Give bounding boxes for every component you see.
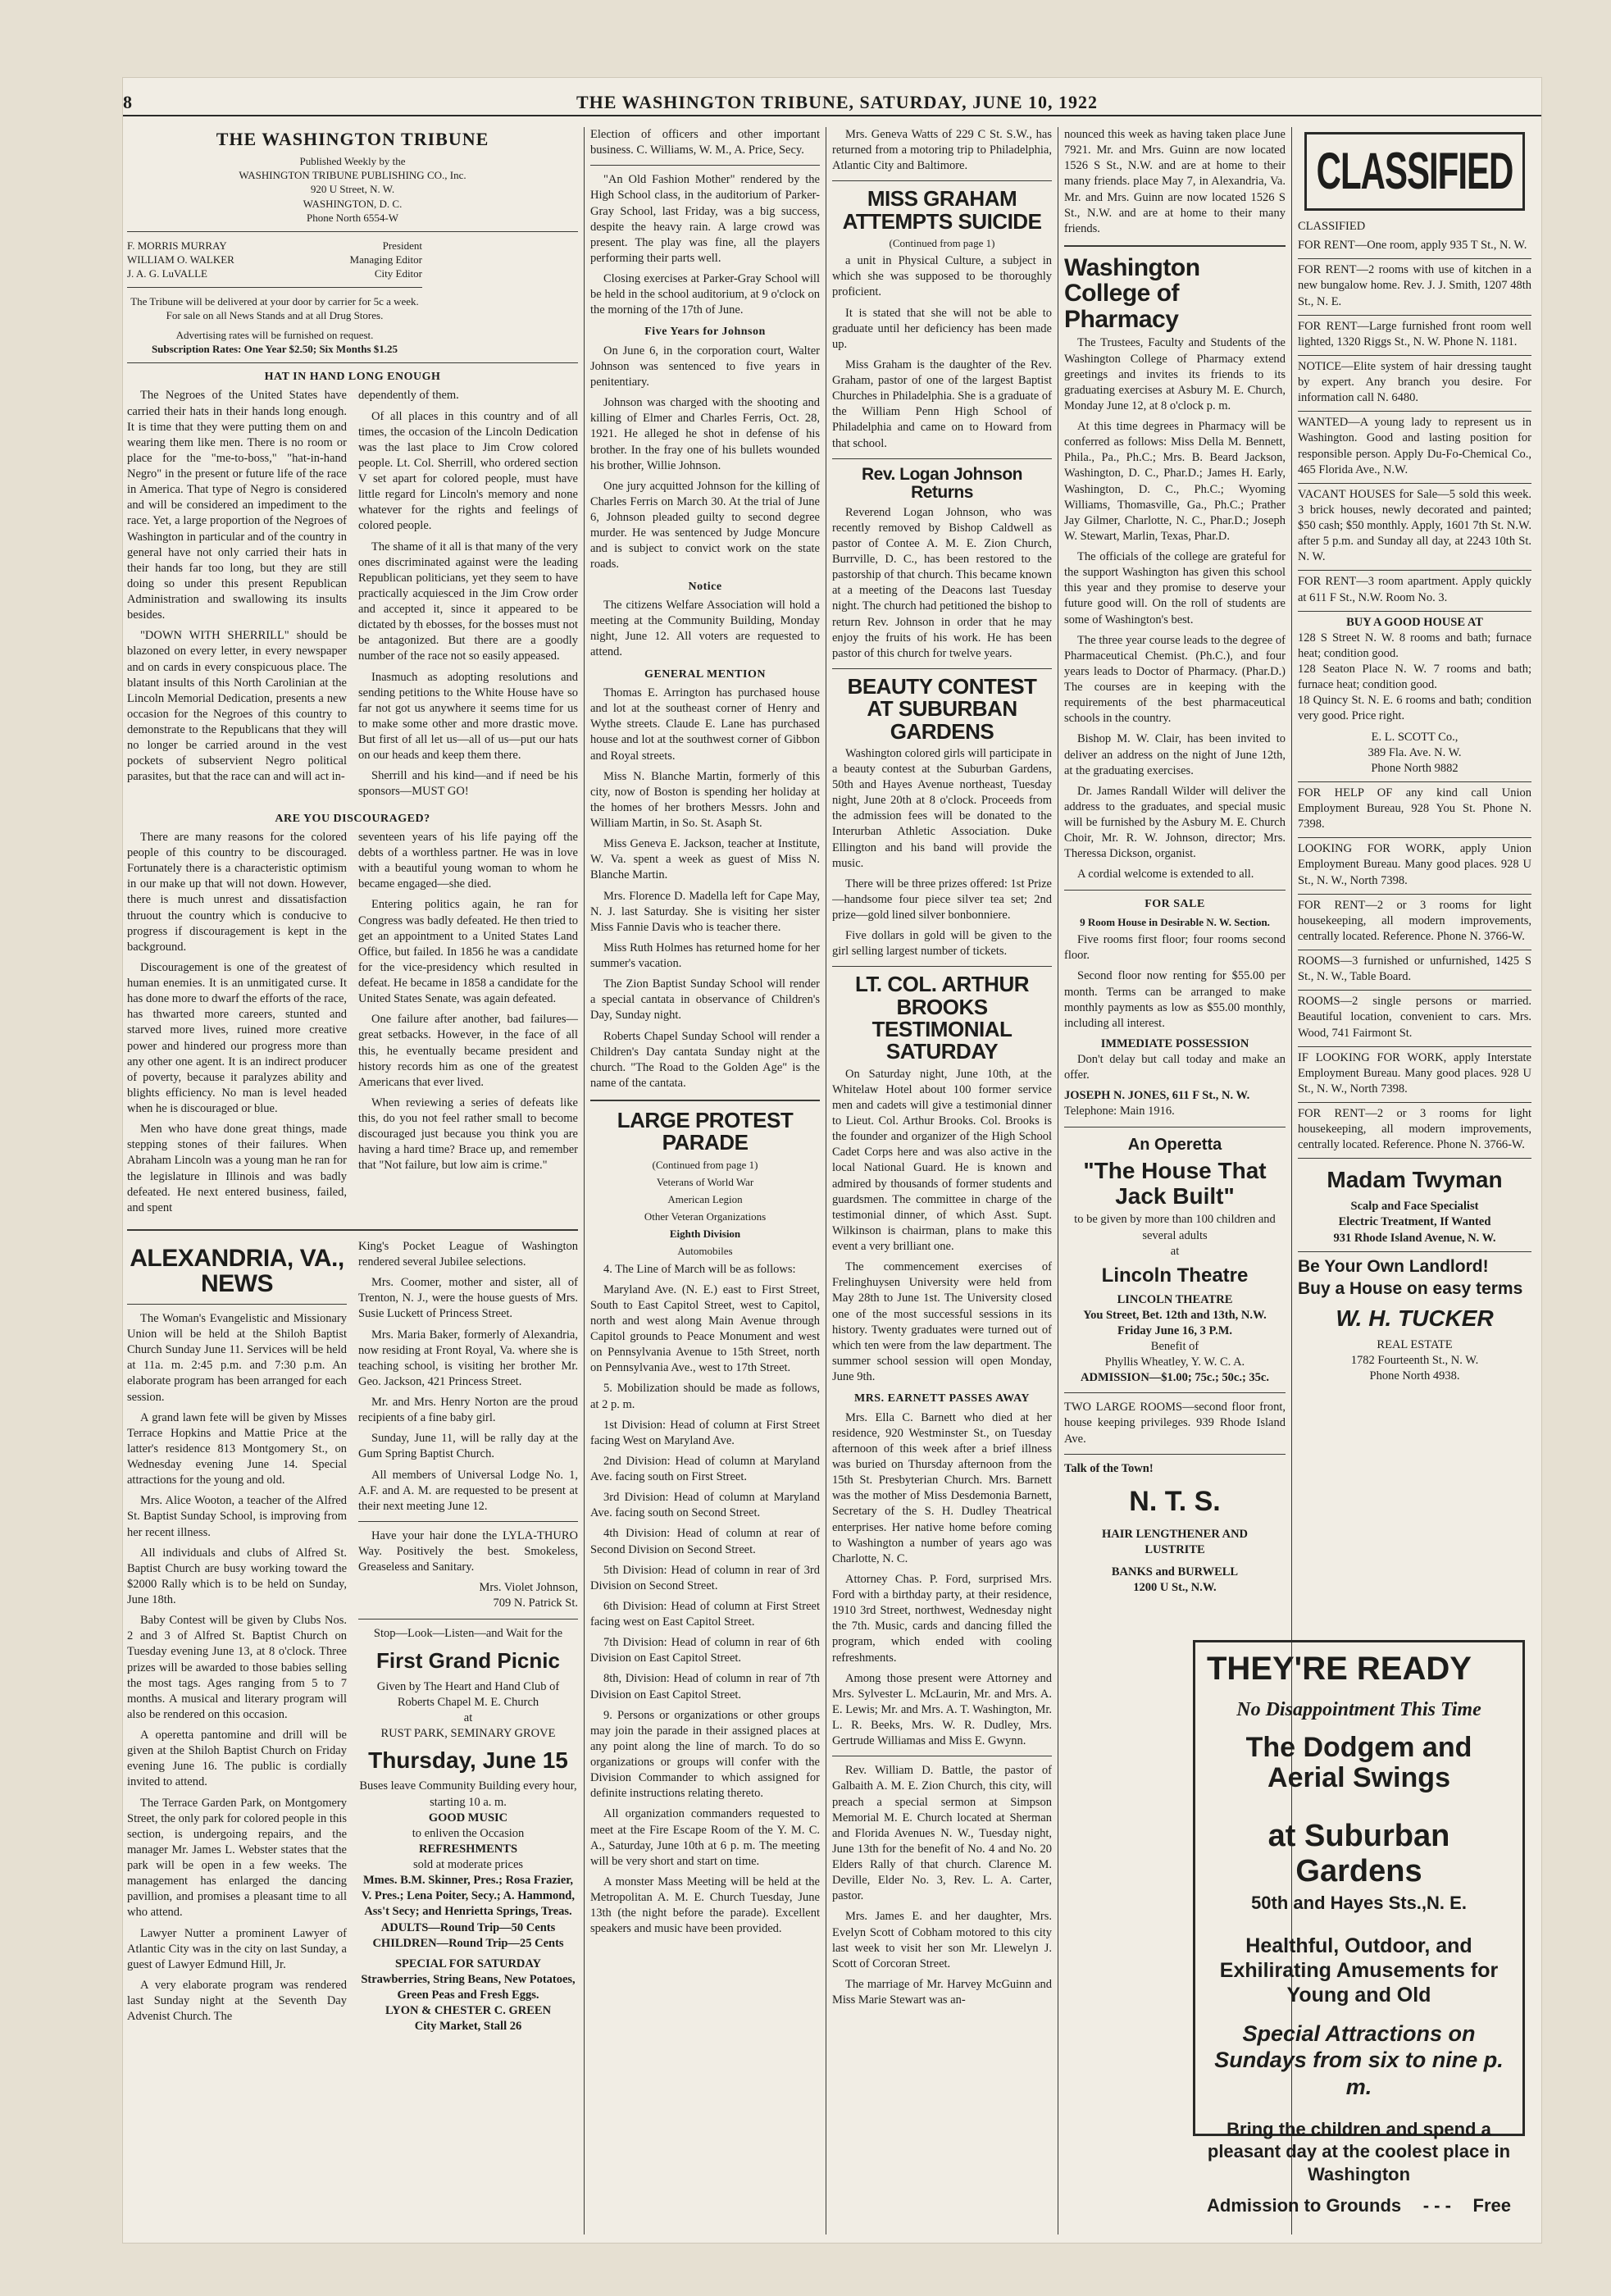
alexandria-left — [127, 1239, 347, 2035]
brooks-title: LT. COL. ARTHUR BROOKS TESTIMONIAL SATURDAY — [854, 972, 1030, 1064]
johnson-para: One jury acquitted Johnson for the killing of Charles Ferris on March 30. At the trial of June 6, Johnson pleaded guilty to second degree murder. He was sentenced by Judge Moncure and is subject to convict work on the state roads. — [590, 479, 820, 572]
divider — [832, 180, 1052, 181]
divider — [590, 165, 820, 166]
editorial-block — [127, 127, 578, 2234]
hat-title: HAT IN HAND LONG ENOUGH — [264, 370, 441, 383]
operetta-ad — [1064, 1134, 1286, 1387]
forsale-phone: Telephone: Main 1916. — [1064, 1105, 1175, 1118]
twyman-line: 931 Rhode Island Avenue, N. W. — [1333, 1231, 1496, 1245]
discouraged-para: Entering politics again, he ran for Congress was badly defeated. He then tried to get an appointment to a United States Land Office, but failed. In 1856 he was a candidate for the vice-presidency which resulted in defeat. He became in 1858 a candidate for the United States Senate, was again defeated. — [358, 898, 578, 1006]
classified-item — [1298, 356, 1531, 412]
alexandria-para: King's Pocket League of Washington rendered several Jubilee selections. — [358, 1239, 578, 1269]
nts-line: BANKS and BURWELL — [1111, 1565, 1239, 1578]
general-para: Roberts Chapel Sunday School will render a Children's Day cantata Sunday night at the church. "The Road to the Golden Age" is the name of the cantata. — [590, 1029, 820, 1090]
operetta-line: ADMISSION—$1.00; 75c.; 50c.; 35c. — [1081, 1371, 1269, 1385]
parade-para: A monster Mass Meeting will be held at the Metropolitan A. M. E. Church Tuesday, June 13th (the night before the parade). Excellent speakers and music have been provided. — [590, 1875, 820, 1936]
classified-banner — [1304, 132, 1525, 211]
discouraged-right — [358, 830, 578, 1221]
tucker-info: REAL ESTATE — [1377, 1338, 1453, 1352]
classified-item — [1298, 316, 1531, 356]
hat-article — [127, 388, 578, 804]
picnic-ad — [358, 1626, 578, 2035]
col3-para: Closing exercises at Parker-Gray School will be held in the school auditorium, at 9 o'clock on the morning of the 17th of June. — [590, 272, 820, 317]
classified-item — [1298, 991, 1531, 1046]
ad-admission-label: Admission to Grounds — [1207, 2195, 1402, 2216]
parade-eighth: Eighth Division — [669, 1228, 741, 1241]
tucker-info: 1782 Fourteenth St., N. W. — [1350, 1354, 1479, 1368]
barnett-para: Among those present were Attorney and Mrs. Sylvester L. McLaurin, Mr. and Mrs. A. E. Lewis; Mr. and Mrs. A. T. Washington, Mr. L. R. Beeks, Mrs. W. R. Dudley, Mrs. Gertrude Williamas and Miss E. Gwynn. — [832, 1671, 1052, 1748]
classified-item — [1298, 895, 1531, 950]
alexandria-para: Mrs. Maria Baker, formerly of Alexandria, now residing at Front Royal, Va. where she is teaching school, is visiting her brother Mr. Geo. Jackson, 421 Princess Street. — [358, 1328, 578, 1388]
nts-line: HAIR LENGTHENER AND — [1101, 1527, 1249, 1541]
barnett-para: The marriage of Mr. Harvey McGuinn and Miss Marie Stewart was an- — [832, 1977, 1052, 2007]
nts-ad — [1064, 1461, 1286, 1597]
divider — [1064, 1127, 1286, 1128]
alexandria-para: Sunday, June 11, will be rally day at the Gum Spring Baptist Church. — [358, 1432, 578, 1461]
forsale-para: Five rooms first floor; four rooms second floor. — [1064, 933, 1286, 963]
lylathuro-ad — [358, 1528, 578, 1612]
classified-text: FOR RENT—2 or 3 rooms for light housekeeping, all modern improvements, centrally located. Reference. Phone N. 3766-W. — [1298, 1107, 1531, 1152]
alexandria-para: Mrs. Coomer, mother and sister, all of Trenton, N. J., were the house guests of Mrs. Susie Luckett of Princess Street. — [358, 1276, 578, 1321]
general-para: Miss Geneva E. Jackson, teacher at Institute, W. Va. spent a week as guest of Miss N. Blanche Martin. — [590, 837, 820, 882]
staff-role: President — [382, 239, 422, 252]
beauty-para: There will be three prizes offered: 1st Prize—handsome four piece silver tea set; 2nd prize—gold lined silver bonbonniere. — [832, 877, 1052, 922]
operetta-line: You Street, Bet. 12th and 13th, N.W. — [1083, 1308, 1267, 1322]
parade-sub: Veterans of World War — [656, 1175, 754, 1188]
discouraged-para: Men who have done great things, made stepping stones of their failures. When Abraham Lincoln was a young man he ran for the legislature in Illinois and was badly defeated. He next entered business, failed, and spent — [127, 1123, 347, 1214]
classified-item — [1298, 838, 1531, 894]
column-3 — [590, 127, 820, 2234]
alexandria-para: Mr. and Mrs. Henry Norton are the proud recipients of a fine baby girl. — [358, 1396, 578, 1425]
divider — [832, 966, 1052, 967]
parade-para: 3rd Division: Head of column at Maryland Ave. facing south on Second Street. — [590, 1491, 820, 1520]
picnic-at: at — [463, 1711, 473, 1725]
parade-title: LARGE PROTEST PARADE — [617, 1108, 794, 1155]
classified-banner-text: CLASSIFIED — [1316, 142, 1513, 200]
ad-line: Bring the children and spend a pleasant day at the coolest place in Washington — [1207, 2118, 1511, 2184]
graham-cont: (Continued from page 1) — [889, 236, 995, 249]
graham-para: a unit in Physical Culture, a subject in which she was supposed to be thoroughly proficient. — [832, 254, 1052, 299]
notice-para: The citizens Welfare Association will hold a meeting at the Community Building, Monday night, June 12. All voters are requested to attend. — [590, 599, 820, 659]
nts-line: LUSTRITE — [1145, 1542, 1205, 1556]
classified-text: FOR HELP OF any kind call Union Employment Bureau, 928 You St. Phone N. 7398. — [1298, 786, 1531, 831]
masthead — [123, 90, 1541, 116]
divider — [832, 458, 1052, 459]
forsale-sub: 9 Room House in Desirable N. W. Section. — [1080, 915, 1270, 928]
classified-item — [1298, 950, 1531, 991]
operetta-title: "The House That Jack Built" — [1083, 1157, 1267, 1209]
newspaper-page — [123, 78, 1541, 2243]
page-number: 8 — [123, 92, 133, 112]
ad-admission-value: Free — [1472, 2195, 1511, 2216]
classified-column — [1298, 127, 1531, 1603]
classified-item — [1298, 484, 1531, 572]
paper-name: THE WASHINGTON TRIBUNE — [216, 129, 489, 149]
barnett-para: Mrs. Ella C. Barnett who died at her residence, 920 Westminster St., on Tuesday afternoon of this week after a brief illness was buried on Thursday afternoon from the 15th St. Presbyterian Church. Mrs. Barnett was the mother of Miss Desdemonia Barnett, Secretary of the S. H. Dudley Theatrical enterprises. Her native home before coming to Washington a number of years ago was Charlotte, N. C. — [832, 1410, 1052, 1565]
classified-text: FOR RENT—Large furnished front room well lighted, 1320 Riggs St., N. W. Phone N. 1181. — [1298, 319, 1531, 348]
staff-row — [127, 239, 422, 253]
parade-para: 4. The Line of March will be as follows: — [603, 1262, 796, 1276]
parade-para: 1st Division: Head of column at First Street facing West on Maryland Ave. — [590, 1418, 820, 1447]
parade-sub: American Legion — [667, 1192, 743, 1205]
col5-top: nounced this week as having taken place June 7921. Mr. and Mrs. Guinn are now located 1526 S St., N.W. and are at home to their many friends. place May 7, in Alexandria, Va. Mr. and Mrs. Guinn are now located 1526 S St., N.W. and are at home to their many friends. — [1064, 128, 1286, 235]
parade-para: 8th, Division: Head of column in rear of 7th Division on East Capitol Street. — [590, 1672, 820, 1702]
nts-line: 1200 U St., N.W. — [1133, 1581, 1217, 1595]
picnic-market: City Market, Stall 26 — [414, 2020, 522, 2034]
alexandria-para: Baby Contest will be given by Clubs Nos. 2 and 3 of Alfred St. Baptist Church on Tuesday evening June 13, at 8 o'clock. Three prizes will be awarded to those babies selling the most tags. Ages ranging from 5 to 7 months. A musical and literary program will also be rendered on this occasion. — [127, 1614, 347, 1721]
col3-para: "An Old Fashion Mother" rendered by the High School class, in the auditorium of Parker-Gray School, last Friday, was a big success, despite the heavy rain. A large crowd was present. The play was fine, all the players performing their parts well. — [590, 173, 820, 265]
operetta-by: to be given by more than 100 children and several adults — [1074, 1213, 1276, 1242]
barnett-para: Attorney Chas. P. Ford, surprised Mrs. Ford with a birthday party, at their residence, 1910 3rd Street, northwest, Wednesday night the 7th. Music, cards and dancing filled the program, which ended with cooling refreshments. — [832, 1572, 1052, 1665]
parade-para: 4th Division: Head of column at rear of Second Division on Second Street. — [590, 1527, 820, 1556]
alexandria-para: The Terrace Garden Park, on Montgomery Street, the only park for colored people in this section, is undergoing repairs, and the manager Mr. James L. Webster states that the park will be open in a few weeks. The management has enlarged the dancing pavillion, and promises a pleasant time to all who attend. — [127, 1796, 347, 1920]
pharmacy-para: The three year course leads to the degree of Pharmaceutical Chemist. (Ph.C.), and four years leads to Doctor of Pharmacy. (Phar.D.) The courses are in keeping with the requirements of the best pharmaceutical schools in the country. — [1064, 633, 1286, 726]
classified-text: FOR RENT—2 or 3 rooms for light housekeeping, all modern improvements, centrally located. Reference. Phone N. 3766-W. — [1298, 898, 1531, 943]
parade-para: Maryland Ave. (N. E.) east to First Street, South to East Capitol Street, west to Capitol, north and west along Main Avenue through Capitol grounds to Peace Monument and west on Pennsylvania Avenue to 15th Street, north on Pennsylvania Ave., west to 17th Street. — [590, 1282, 820, 1375]
operetta-line: Phyllis Wheatley, Y. W. C. A. — [1104, 1355, 1245, 1369]
operetta-an: An Operetta — [1127, 1135, 1222, 1154]
classified-item — [1298, 412, 1531, 484]
lylathuro-text: Have your hair done the LYLA-THURO Way. Positively the best. Smokeless, Greaseless and Sanitary. — [358, 1528, 578, 1574]
picnic-officers: Mmes. B.M. Skinner, Pres.; Rosa Frazier, V. Pres.; Lena Poiter, Secy.; A. Hammond, Ass't Secy; and Henrietta Springs, Treas. — [362, 1874, 575, 1919]
classified-text: ROOMS—3 furnished or unfurnished, 1425 S St., N. W., Table Board. — [1298, 954, 1531, 984]
parade-para: 6th Division: Head of column at First Street facing west on East Capitol Street. — [590, 1599, 820, 1629]
picnic-given-by: Given by The Heart and Hand Club of Roberts Chapel M. E. Church — [376, 1680, 560, 1710]
classified-item — [1298, 235, 1531, 259]
beauty-para: Washington colored girls will participate in a beauty contest at the Suburban Gardens, 50th and Hayes Avenue northeast, Tuesday night, June 20th at 8 o'clock. Proceeds from the admission fees will be donated to the Interurban Athletic Association. Duke Ellington and his band will provide the music. — [832, 746, 1052, 870]
discouraged-left — [127, 830, 347, 1221]
twyman-ad — [1298, 1159, 1531, 1251]
discouraged-para: There are many reasons for the colored people of this country to be discouraged. Fortunately there is a characteristic optimism in our make up that will not down. However, there is much unrest and dissatisfaction thruout the country which is conducive to progress if discouragement is kept in the background. — [127, 830, 347, 954]
graham-title: MISS GRAHAM ATTEMPTS SUICIDE — [842, 186, 1042, 234]
hat-para: The shame of it all is that many of the very ones discriminated against were the leading Republican politicians, yet they seem to have practically acquiesced in the Jim Crow order and accepted it, since it appeared to be dictated by th ebosses, for the bosses must not be antagonized. But there are a goodly number of the race not so easily appeased. — [358, 540, 578, 663]
johnson-para: Johnson was charged with the shooting and killing of Elmer and Charles Ferris, Oct. 28, 1921. He alleged he shot in defense of his brother. In the fray one of his bullets wounded his brother, Willie Johnson. — [590, 396, 820, 472]
logan-para: Reverend Logan Johnson, who was recently removed by Bishop Caldwell as pastor of Contee A. M. E. Zion Church, Burrville, D. C., has been restored to the pastorship of that church. This became known at a meeting of the Deacons last Tuesday night. The church had petitioned the bishop to return Rev. Johnson in order that he may enjoy the fruits of his work. He has been pastor of this church for twelve years. — [832, 505, 1052, 660]
staff-name: J. A. G. LuVALLE — [127, 267, 207, 280]
ad-line: Special Attractions on Sundays from six to nine p. m. — [1214, 2020, 1504, 2099]
picnic-enliven: to enliven the Occasion — [412, 1826, 525, 1840]
scott-line: 389 Fla. Ave. N. W. — [1368, 745, 1462, 759]
nts-talk: Talk of the Town! — [1064, 1461, 1154, 1475]
parade-para: 9. Persons or organizations or other groups may join the parade in their assigned places at any point along the line of march. To do so organizations or groups will confer with the Division Commander to which assigned for definite instructions relating thereto. — [590, 1708, 820, 1801]
scott-line: E. L. SCOTT Co., — [1371, 730, 1459, 744]
hat-para: Sherrill and his kind—and if need be his sponsors—MUST GO! — [358, 769, 578, 799]
published-line: WASHINGTON, D. C. — [303, 197, 403, 210]
graham-para: Miss Graham is the daughter of the Rev. Graham, pastor of one of the largest Baptist Churches in Philadelphia. She is a graduate of the William Penn High School of Philadelphia and came on to Howard from that school. — [832, 358, 1052, 450]
beauty-para: Five dollars in gold will be given to the girl selling largest number of tickets. — [832, 929, 1052, 959]
alexandria-para: A very elaborate program was rendered last Sunday night at the Seventh Day Advenist Church. The — [127, 1978, 347, 2024]
tucker-ad — [1298, 1252, 1531, 1385]
picnic-special-text: Strawberries, String Beans, New Potatoes, Green Peas and Fresh Eggs. — [361, 1972, 576, 2002]
nts-title: N. T. S. — [1129, 1485, 1221, 1517]
published-line: 920 U Street, N. W. — [310, 183, 395, 196]
pharmacy-para: The officials of the college are grateful for the support Washington has given this school this year and they promise to deserve your future good will. On the roll of students are some of Washington's best. — [1064, 550, 1286, 626]
discouraged-para: seventeen years of his life paying off the debts of a worthless partner. He was in love with a beautiful young woman to whom he became engaged—she died. — [358, 830, 578, 891]
divider — [590, 1100, 820, 1101]
classified-item — [1298, 782, 1531, 838]
operetta-at: at — [1170, 1244, 1180, 1258]
notice-title: Notice — [688, 580, 722, 593]
lylathuro-name: Mrs. Violet Johnson, — [479, 1581, 578, 1595]
forsale-para: Second floor now renting for $55.00 per month. Terms can be arranged to make monthly payments as low as $55.00 monthly, including all interest. — [1064, 969, 1286, 1030]
hat-para: "DOWN WITH SHERRILL" should be blazoned on every letter, in every newspaper and on cards in every conspicuous place. The blatant insults of this North Carolinian at the Lincoln Memorial Dedication, presents a new occasion for the Negroes of this country to demonstrate to the Republicans that they will no longer be carried around in the vest pockets of subservient Negro political parasites, but that the race can and will act in- — [127, 629, 347, 784]
pharmacy-title: Washington College of Pharmacy — [1064, 253, 1200, 333]
classified-text: FOR RENT—One room, apply 935 T St., N. W. — [1298, 239, 1527, 253]
general-para: The Zion Baptist Sunday School will render a special cantata in observance of Children's Day, Sunday night. — [590, 977, 820, 1023]
operetta-line: Friday June 16, 3 P.M. — [1117, 1323, 1233, 1337]
classified-text: NOTICE—Elite system of hair dressing taught by expert. Any branch you desire. For information call N. 6480. — [1298, 359, 1531, 405]
two-rooms: TWO LARGE ROOMS—second floor front, house keeping privileges. 939 Rhode Island Ave. — [1064, 1401, 1286, 1446]
buy-house-ad — [1298, 612, 1531, 782]
subscription-note: Subscription Rates: One Year $2.50; Six Months $1.25 — [151, 342, 398, 355]
alexandria-section — [127, 1239, 578, 2035]
pharmacy-para: A cordial welcome is extended to all. — [1077, 868, 1254, 882]
staff-row — [127, 253, 422, 266]
alexandria-title: ALEXANDRIA, VA., NEWS — [130, 1244, 344, 1298]
classified-heading: CLASSIFIED — [1298, 220, 1366, 233]
picnic-date: Thursday, June 15 — [368, 1747, 568, 1773]
ad-line: 50th and Hayes Sts.,N. E. — [1251, 1892, 1467, 1913]
logan-title: Rev. Logan Johnson Returns — [862, 464, 1022, 502]
pharmacy-para: The Trustees, Faculty and Students of the Washington College of Pharmacy extend greetings and invites its friends to its graduating exercises at Asbury M. E. Church, Monday June 12, at 8 o'clock p. m. — [1064, 336, 1286, 412]
ad-line: Healthful, Outdoor, and Exhilirating Amusements for Young and Old — [1219, 1934, 1499, 2007]
hat-para: The Negroes of the United States have carried their hats in their hands long enough. It is time that they were putting them on and wearing them like men. There is no room or place for the "me-to-boss," "hat-in-hand Negro" in the present or future life of the race in America. That type of Negro is considered and will be considered an impediment to the race. Yet, a large proportion of the Negroes of Washington in particular and of the country in general have not only carried their hats in their hands far too long, but they are still doing so under this present Republican Administration and swallowing its insults besides. — [127, 389, 347, 622]
parade-sub: Other Veteran Organizations — [644, 1210, 767, 1223]
divider — [127, 1304, 347, 1305]
parade-cont: (Continued from page 1) — [652, 1158, 758, 1171]
operetta-line: LINCOLN THEATRE — [1117, 1292, 1233, 1306]
rates-note: Advertising rates will be furnished on request. — [175, 328, 374, 341]
divider — [358, 1619, 578, 1620]
publisher-box — [127, 127, 578, 225]
twyman-line: Scalp and Face Specialist — [1350, 1200, 1479, 1214]
graham-para: It is stated that she will not be able to graduate until her deficiency has been made up. — [832, 306, 1052, 351]
picnic-green: LYON & CHESTER C. GREEN — [385, 2004, 552, 2018]
staff-list — [127, 239, 422, 280]
buy-title: BUY A GOOD HOUSE AT — [1346, 615, 1483, 629]
column-rule — [584, 127, 585, 2234]
picnic-buses: Buses leave Community Building every hour, starting 10 a. m. — [359, 1779, 577, 1809]
alexandria-para: All members of Universal Lodge No. 1, A.F. and A. M. are requested to be present at their next meeting June 12. — [358, 1468, 578, 1513]
hat-para: dependently of them. — [358, 389, 459, 403]
picnic-children: CHILDREN—Round Trip—25 Cents — [372, 1936, 564, 1950]
classified-text: ROOMS—2 single persons or married. Beautiful location, convenient to cars. Mrs. Wood, 741 Fairmont St. — [1298, 995, 1531, 1040]
operetta-place: Lincoln Theatre — [1101, 1264, 1249, 1287]
pharmacy-para: At this time degrees in Pharmacy will be conferred as follows: Miss Della M. Bennett, Phila., Pa., Ph.C.; Mrs. B. Beard Jackson, Washington, D. C., Phar.D.; James H. Early, Washington, D. C., Ph.C.; Wyoming Williams, Thomasville, Ga., Ph.C.; Prather Jay Gilmer, Charlotte, N. C., Phar.D.; Joseph W. Stewart, Marlin, Texas, Phar.D. — [1064, 420, 1286, 543]
classified-item — [1298, 1103, 1531, 1159]
masthead-title: THE WASHINGTON TRIBUNE, SATURDAY, JUNE 10, 1922 — [576, 92, 1099, 112]
operetta-line: Benefit of — [1150, 1339, 1199, 1353]
ad-line: at Suburban Gardens — [1267, 1818, 1450, 1888]
divider — [127, 362, 578, 363]
staff-role: City Editor — [374, 267, 422, 280]
parade-automobiles: Automobiles — [677, 1245, 733, 1258]
hat-para: Of all places in this country and of all times, the occasion of the Lincoln Dedication was the last place to Jim Crow colored people. Lt. Col. Sherrill, who ordered section V set apart for colored people, must have little regard for Lincoln's memory and none whatever for the rights and feelings of colored people. — [358, 409, 578, 533]
discouraged-para: When reviewing a series of defeats like this, do you not feel rather small to become discouraged just because you think you are having a hard time? Brace up, and remember that "Not failure, but low aim is crime." — [358, 1096, 578, 1173]
classified-text: FOR RENT—2 rooms with use of kitchen in a new bungalow home. Rev. J. J. Smith, 1207 48th St., N. E. — [1298, 263, 1531, 308]
divider — [127, 231, 578, 232]
johnson-title: Five Years for Johnson — [644, 326, 766, 339]
staff-name: F. MORRIS MURRAY — [127, 239, 227, 252]
buy-line: 128 S Street N. W. 8 rooms and bath; furnace heat; condition good. — [1298, 631, 1531, 660]
pharmacy-para: Bishop M. W. Clair, has been invited to deliver an address on the night of June 12th, at the graduating exercises. — [1064, 732, 1286, 777]
tucker-line2: Buy a House on easy terms — [1298, 1279, 1523, 1299]
discouraged-para: One failure after another, bad failures—great setbacks. However, in the face of all this, he eventually became president and history records him as one of the greatest Americans that ever lived. — [358, 1013, 578, 1089]
discouraged-article — [127, 830, 578, 1221]
divider — [1064, 1392, 1286, 1393]
discouraged-para: Discouragement is one of the greatest of human enemies. It is an unmitigated curse. It has done more to dwarf the efforts of the race, has thwarted more careers, stunted and starved more lives, ruined more creative power and hindered our progress more than any other one agent. It is an indirect producer of poverty, because it paralyzes ability and blights efficiency. No man is level headed when he is discouraged or blue. — [127, 960, 347, 1116]
col3-top: Election of officers and other important business. C. Williams, W. M., A. Price, Secy. — [590, 128, 820, 157]
picnic-special: SPECIAL FOR SATURDAY — [394, 1957, 542, 1970]
classified-text: FOR RENT—3 room apartment. Apply quickly at 611 F St., N.W. Room No. 3. — [1298, 575, 1531, 604]
forsale-possession: IMMEDIATE POSSESSION — [1100, 1036, 1249, 1050]
buy-line: 18 Quincy St. N. E. 6 rooms and bath; condition very good. Price right. — [1298, 694, 1531, 723]
general-title: GENERAL MENTION — [644, 667, 766, 681]
general-para: Miss Ruth Holmes has returned home for her summer's vacation. — [590, 941, 820, 971]
parade-para: 5. Mobilization should be made as follows, at 2 p. m. — [590, 1382, 820, 1411]
divider — [1064, 1454, 1286, 1455]
parade-para: 2nd Division: Head of column at Maryland Ave. facing south on First Street. — [590, 1454, 820, 1484]
barnett-para: Mrs. James E. and her daughter, Mrs. Evelyn Scott of Cobham motored to this city last week to visit her son Mr. Llewelyn J. Scott of Corcoran Street. — [832, 1910, 1052, 1970]
picnic-music: GOOD MUSIC — [428, 1811, 508, 1824]
picnic-sold: sold at moderate prices — [412, 1858, 524, 1872]
hat-left — [127, 388, 347, 804]
classified-text: IF LOOKING FOR WORK, apply Interstate Employment Bureau. Many good places. 928 U St., N. W., North 7398. — [1298, 1050, 1531, 1096]
barnett-para: Rev. William D. Battle, the pastor of Galbaith A. M. E. Zion Church, this city, will preach a special sermon at Simpson Memorial M. E. Church located at Sherman and Florida Avenues N. W., Tuesday night, June 13th for the benefit of No. 4 and No. 20 Elders Rally of that church. Clarence M. Deville, Elder No. 3, Rev. L. A. Carter, pastor. — [832, 1764, 1052, 1903]
beauty-title: BEAUTY CONTEST AT SUBURBAN GARDENS — [847, 673, 1037, 744]
barnett-title: MRS. EARNETT PASSES AWAY — [853, 1392, 1031, 1405]
hat-right — [358, 388, 578, 804]
parade-para: All organization commanders requested to meet at the Fire Escape Room of the Y. M. C. A., Saturday, June 10th at 6 p. m. The meeting will be very short and start on time. — [590, 1807, 820, 1868]
ad-admission — [1207, 2195, 1511, 2216]
alexandria-para: All individuals and clubs of Alfred St. Baptist Church are busy working toward the $2000 Rally which is to be held on Sunday, June 18th. — [127, 1546, 347, 1607]
ad-line: No Disappointment This Time — [1236, 1699, 1481, 1720]
alexandria-right — [358, 1239, 578, 2035]
column-4 — [832, 127, 1052, 2234]
general-para: Miss N. Blanche Martin, formerly of this city, now of Boston is spending her holiday at the homes of her brothers Messrs. John and William Martin, in So. St. Asaph St. — [590, 769, 820, 831]
twyman-line: Electric Treatment, If Wanted — [1338, 1215, 1491, 1229]
classified-text: WANTED—A young lady to represent us in Washington. Good and lasting position for responsible person. Apply Du-Fo-Chemical Co., 465 Florida Ave., N.W. — [1298, 416, 1531, 476]
staff-row — [127, 266, 422, 280]
alexandria-para: Lawyer Nutter a prominent Lawyer of Atlantic City was in the city on last Sunday, a guest of Lawyer Edmund Hill, Jr. — [127, 1926, 347, 1971]
divider — [832, 668, 1052, 669]
brooks-para: On Saturday night, June 10th, at the Whitelaw Hotel about 100 former service men and cadets will give a testimonial dinner to Lieut. Col. Arthur Brooks. Col. Brooks is the founder and organizer of the High School Cadet Corps here and was also active in the local National Guard. He is known and admired by thousands of former students and guardsmen. The committee in charge of the testimonial dinner, of which Asst. Supt. Wilkinson is chairman, plans to make this event a very brilliant one. — [832, 1067, 1052, 1254]
tucker-line1: Be Your Own Landlord! — [1298, 1256, 1489, 1276]
johnson-para: On June 6, in the corporation court, Walter Johnson was sentenced to five years in penitentiary. — [590, 344, 820, 390]
ad-admission-dashes: - - - — [1422, 2195, 1451, 2216]
published-line: WASHINGTON TRIBUNE PUBLISHING CO., Inc. — [239, 169, 466, 182]
tucker-name: W. H. TUCKER — [1336, 1305, 1494, 1332]
forsale-para: Don't delay but call today and make an offer. — [1064, 1053, 1286, 1082]
alexandria-para: A operetta pantomine and drill will be given at the Shiloh Baptist Church on Friday evening June 16. The public is cordially invited to attend. — [127, 1729, 347, 1789]
classified-text: LOOKING FOR WORK, apply Union Employment Bureau. Many good places. 928 U St., N. W., North 7398. — [1298, 842, 1531, 887]
pharmacy-para: Dr. James Randall Wilder will deliver the address to the graduates, and special music will be furnished by the Asbury M. E. Church Choir, Mr. R. W. Johnson, director; Mrs. Theressa Dickson, organist. — [1064, 784, 1286, 861]
picnic-title: First Grand Picnic — [376, 1647, 560, 1673]
divider — [358, 1521, 578, 1522]
picnic-adults: ADULTS—Round Trip—50 Cents — [380, 1920, 556, 1934]
published-line: Phone North 6554-W — [307, 211, 398, 224]
scott-line: Phone North 9882 — [1371, 761, 1459, 775]
suburban-gardens-ad — [1193, 1640, 1525, 2216]
ad-headline: THEY'RE READY — [1207, 1651, 1472, 1687]
classified-item — [1298, 259, 1531, 315]
col4-top: Mrs. Geneva Watts of 229 C St. S.W., has returned from a motoring trip to Philadelphia, Atlantic City and Baltimore. — [832, 128, 1052, 173]
published-line: Published Weekly by the — [299, 155, 406, 168]
alexandria-para: Mrs. Alice Wooton, a teacher of the Alfred St. Baptist Sunday School, is improving from her recent illness. — [127, 1494, 347, 1539]
delivery-note: The Tribune will be delivered at your door by carrier for 5c a week. For sale on all News Stands and at all Drug Stores. — [130, 295, 419, 322]
general-para: Mrs. Florence D. Madella left for Cape May, N. J. last Saturday. She is visiting her sister Miss Fannie Davis who is teacher there. — [590, 889, 820, 934]
classified-item — [1298, 1047, 1531, 1103]
general-para: Thomas E. Arrington has purchased house and lot at the southeast corner of Henry and Wythe streets. Claude E. Lane has purchased house and lot at the southwest corner of Gibbon and Royal streets. — [590, 686, 820, 763]
lylathuro-address: 709 N. Patrick St. — [493, 1597, 578, 1610]
picnic-place: RUST PARK, SEMINARY GROVE — [380, 1727, 556, 1741]
parade-para: 7th Division: Head of column in rear of 6th Division on East Capitol Street. — [590, 1636, 820, 1665]
tucker-info: Phone North 4938. — [1369, 1369, 1460, 1383]
divider — [127, 287, 422, 288]
buy-line: 128 Seaton Place N. W. 7 rooms and bath; furnace heat; condition good. — [1298, 663, 1531, 692]
picnic-stop: Stop—Look—Listen—and Wait for the — [373, 1626, 563, 1640]
staff-role: Managing Editor — [349, 253, 422, 266]
divider — [127, 1229, 578, 1231]
classified-text: VACANT HOUSES for Sale—5 sold this week. 3 brick houses, newly decorated and painted; $50 cash; $50 monthly. Apply, 1601 7th St. N.W. after 5 p.m. and Sunday all day, at 2243 10th St. N. W. — [1298, 487, 1531, 564]
twyman-title: Madam Twyman — [1327, 1167, 1503, 1193]
discouraged-title: ARE YOU DISCOURAGED? — [275, 812, 430, 825]
classified-item — [1298, 571, 1531, 611]
forsale-contact: JOSEPH N. JONES, 611 F St., N. W. — [1064, 1089, 1250, 1103]
brooks-para: The commencement exercises of Frelinghuysen University were held from May 28th to June 1st. The University closed one of the most successful sessions in its history. Twenty graduates were turned out of which ten were from the law department. The summer school session will open Monday, June 9th. — [832, 1260, 1052, 1384]
ad-line: The Dodgem and Aerial Swings — [1245, 1732, 1472, 1794]
alexandria-para: A grand lawn fete will be given by Misses Terrace Hopkins and Mattie Price at the latter's residence 813 Montgomery St., on Wednesday evening June 14. Special attractions for the young and old. — [127, 1410, 347, 1487]
divider — [1064, 245, 1286, 247]
staff-name: WILLIAM O. WALKER — [127, 253, 234, 266]
picnic-refreshments: REFRESHMENTS — [418, 1842, 518, 1856]
parade-para: 5th Division: Head of column in rear of 3rd Division on Second Street. — [590, 1563, 820, 1592]
forsale-title: FOR SALE — [1145, 897, 1205, 910]
alexandria-para: The Woman's Evangelistic and Missionary Union will be held at the Shiloh Baptist Church Sunday June 11. Services will be held at 11a. m. 2:45 p.m. and 7:30 p.m. An elaborate program has been arranged for each session. — [127, 1311, 347, 1404]
hat-para: Inasmuch as adopting resolutions and sending petitions to the White House have so far not got us anywhere it seems time for us to make some other and more drastic move. But first of all let us—all of us—put our hats on our heads and keep them there. — [358, 670, 578, 763]
divider — [1064, 890, 1286, 891]
